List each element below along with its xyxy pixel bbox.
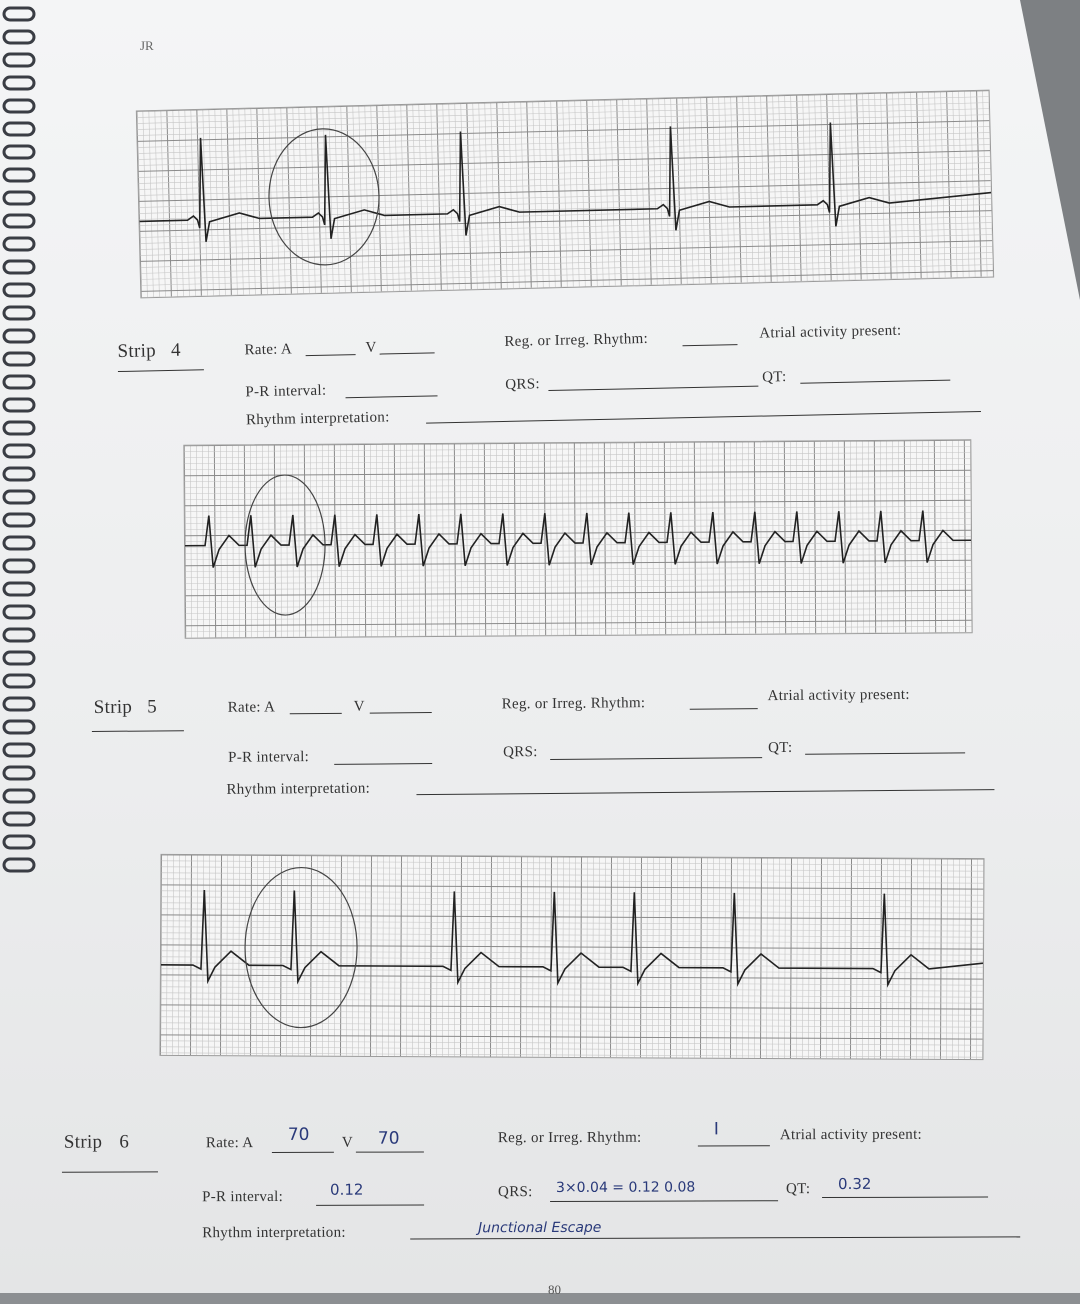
rate-a-field[interactable] xyxy=(272,1152,334,1153)
qrs-label: QRS: xyxy=(503,744,538,761)
rhythm-label: Reg. or Irreg. Rhythm: xyxy=(504,330,649,350)
rate-a-field[interactable] xyxy=(290,713,342,714)
pr-field[interactable] xyxy=(346,395,438,398)
pr-answer: 0.12 xyxy=(330,1180,364,1199)
qt-field[interactable] xyxy=(805,752,965,754)
interp-field[interactable] xyxy=(410,1236,1020,1239)
interp-answer: Junctional Escape xyxy=(478,1219,602,1237)
rate-a-answer: 70 xyxy=(287,1124,310,1145)
pr-label: P-R interval: xyxy=(245,382,327,401)
qt-label: QT: xyxy=(768,739,793,757)
interp-label: Rhythm interpretation: xyxy=(226,780,371,798)
page-corner xyxy=(1020,0,1080,300)
rate-a-label: Rate: A xyxy=(244,341,293,359)
rate-a-label: Rate: A xyxy=(205,1135,254,1152)
rate-v-label: V xyxy=(353,698,365,715)
rhythm-field[interactable] xyxy=(683,344,738,346)
rhythm-label: Reg. or Irreg. Rhythm: xyxy=(501,695,646,713)
rhythm-answer: I xyxy=(713,1119,719,1140)
qt-answer: 0.32 xyxy=(837,1174,872,1193)
spiral-binding xyxy=(0,0,46,1293)
interp-label: Rhythm interpretation: xyxy=(202,1224,346,1242)
pr-label: P-R interval: xyxy=(202,1188,284,1206)
rhythm-field[interactable] xyxy=(690,708,758,710)
qt-field[interactable] xyxy=(800,380,950,384)
interp-label: Rhythm interpretation: xyxy=(245,409,390,429)
atrial-label: Atrial activity present: xyxy=(759,322,902,342)
qrs-field[interactable] xyxy=(550,757,762,760)
atrial-label: Atrial activity present: xyxy=(779,1126,923,1144)
ecg-strip-4 xyxy=(136,90,994,299)
pr-field[interactable] xyxy=(316,1204,424,1205)
qt-label: QT: xyxy=(762,369,787,386)
qt-label: QT: xyxy=(786,1181,811,1198)
rate-v-field[interactable] xyxy=(380,352,435,354)
rate-v-label: V xyxy=(365,339,377,356)
rate-v-field[interactable] xyxy=(370,712,432,714)
rate-a-label: Rate: A xyxy=(227,699,276,716)
atrial-label: Atrial activity present: xyxy=(767,686,910,705)
qt-field[interactable] xyxy=(822,1196,988,1198)
strip-6-label: Strip 6 xyxy=(63,1131,130,1153)
interp-field[interactable] xyxy=(416,789,994,795)
qrs-label: QRS: xyxy=(505,376,541,393)
pr-label: P-R interval: xyxy=(228,749,310,766)
qrs-answer: 3×0.04 = 0.12 0.08 xyxy=(555,1179,696,1196)
page-number: 80 xyxy=(548,1282,561,1297)
interp-field[interactable] xyxy=(426,411,981,424)
strip-5-label: Strip 5 xyxy=(93,696,158,718)
rate-v-label: V xyxy=(341,1134,354,1151)
qrs-field[interactable] xyxy=(548,386,758,391)
ecg-strip-5 xyxy=(183,439,972,638)
rate-v-answer: 70 xyxy=(377,1128,400,1149)
rate-a-field[interactable] xyxy=(306,354,356,356)
ecg-strip-6 xyxy=(159,854,984,1060)
qrs-label: QRS: xyxy=(498,1184,533,1201)
strip-4-label: Strip 4 xyxy=(117,339,182,363)
rhythm-field[interactable] xyxy=(698,1145,770,1146)
pr-field[interactable] xyxy=(334,763,432,765)
rhythm-label: Reg. or Irreg. Rhythm: xyxy=(497,1129,642,1147)
qrs-field[interactable] xyxy=(550,1200,778,1202)
rate-v-field[interactable] xyxy=(356,1151,424,1152)
header-initials: JR xyxy=(140,38,154,53)
